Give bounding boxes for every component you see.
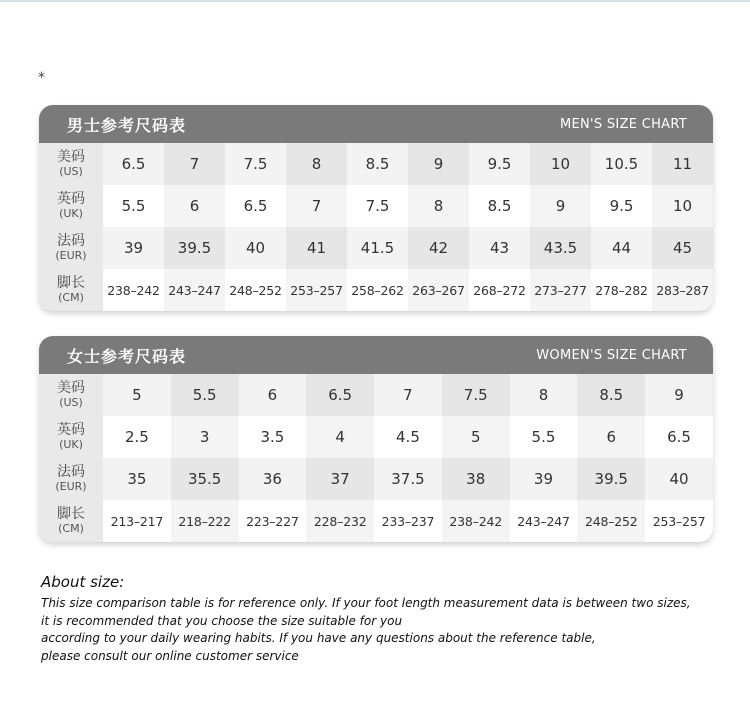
size-row [39,185,713,227]
womens-chart-header [39,336,713,374]
size-cell: 5 [442,416,510,458]
size-cell: 42 [408,227,469,269]
size-cell: 38 [442,458,510,500]
size-cell: 41 [286,227,347,269]
size-cell: 37.5 [374,458,442,500]
womens-chart-title-en: WOMEN'S SIZE CHART [536,347,687,363]
row-header-unit: (UK) [59,206,83,220]
size-cell: 39.5 [164,227,225,269]
size-cell: 8 [286,143,347,185]
size-cell: 35.5 [171,458,239,500]
size-cell: 9 [645,374,713,416]
size-cell: 228–232 [306,500,374,542]
size-row [39,500,713,542]
size-cell: 9.5 [469,143,530,185]
mens-chart-title-en: MEN'S SIZE CHART [559,116,687,132]
size-cell: 238–242 [442,500,510,542]
size-cell: 4 [306,416,374,458]
size-cell: 263–267 [408,269,469,311]
size-cell: 258–262 [347,269,408,311]
size-cell: 8.5 [347,143,408,185]
size-cell: 8 [408,185,469,227]
row-header [39,374,103,416]
size-cell: 39 [103,227,164,269]
size-cell: 3 [171,416,239,458]
size-cell: 5.5 [171,374,239,416]
size-cell: 5.5 [510,416,578,458]
size-cell: 39.5 [577,458,645,500]
row-header [39,185,103,227]
row-header [39,416,103,458]
size-cell: 243–247 [164,269,225,311]
size-cell: 233–237 [374,500,442,542]
row-header-label: 法码 [57,232,85,249]
row-header-unit: (CM) [58,290,84,304]
row-header [39,143,103,185]
row-header-unit: (UK) [59,437,83,451]
size-row [39,458,713,500]
size-cell: 37 [306,458,374,500]
size-cell: 5.5 [103,185,164,227]
size-cell: 6 [164,185,225,227]
womens-size-table [39,374,713,542]
size-cell: 3.5 [239,416,307,458]
size-cell: 6.5 [306,374,374,416]
about-size-section [41,573,701,665]
size-cell: 7 [164,143,225,185]
size-row [39,374,713,416]
size-cell: 7 [374,374,442,416]
row-header-label: 脚长 [57,274,85,291]
size-cell: 11 [652,143,713,185]
size-cell: 248–252 [577,500,645,542]
size-cell: 39 [510,458,578,500]
row-header-label: 英码 [57,421,85,438]
row-header-unit: (EUR) [55,248,87,262]
asterisk-mark: * [38,70,45,86]
womens-size-chart [39,336,713,542]
size-cell: 8.5 [577,374,645,416]
size-cell: 10.5 [591,143,652,185]
size-cell: 283–287 [652,269,713,311]
size-cell: 36 [239,458,307,500]
mens-size-chart [39,105,713,311]
row-header [39,227,103,269]
size-cell: 43 [469,227,530,269]
size-cell: 273–277 [530,269,591,311]
size-row [39,416,713,458]
size-cell: 40 [225,227,286,269]
size-cell: 223–227 [239,500,307,542]
about-size-title: About size: [41,573,125,591]
row-header-unit: (US) [59,395,83,409]
about-size-line: it is recommended that you choose the size suitable for you [41,613,403,628]
about-size-line: This size comparison table is for reference only. If your foot length measurement data is between two sizes, [41,596,691,610]
size-cell: 44 [591,227,652,269]
about-size-line: please consult our online customer service [41,648,299,663]
size-cell: 35 [103,458,171,500]
size-cell: 6.5 [645,416,713,458]
size-cell: 45 [652,227,713,269]
size-cell: 9.5 [591,185,652,227]
about-size-line: according to your daily wearing habits. If you have any questions about the reference table, [41,631,596,645]
size-cell: 218–222 [171,500,239,542]
row-header-unit: (EUR) [55,479,87,493]
size-cell: 253–257 [286,269,347,311]
row-header-label: 美码 [57,379,85,396]
size-cell: 41.5 [347,227,408,269]
size-cell: 243–247 [510,500,578,542]
size-cell: 9 [408,143,469,185]
size-cell: 9 [530,185,591,227]
row-header-unit: (US) [59,164,83,178]
size-cell: 10 [530,143,591,185]
size-cell: 4.5 [374,416,442,458]
size-cell: 213–217 [103,500,171,542]
row-header-label: 美码 [57,148,85,165]
size-cell: 278–282 [591,269,652,311]
row-header [39,458,103,500]
mens-size-table [39,143,713,311]
row-header-unit: (CM) [58,521,84,535]
size-cell: 7.5 [225,143,286,185]
row-header [39,500,103,542]
size-cell: 6.5 [225,185,286,227]
size-cell: 8.5 [469,185,530,227]
mens-chart-header [39,105,713,143]
size-cell: 6.5 [103,143,164,185]
size-row [39,269,713,311]
size-cell: 43.5 [530,227,591,269]
row-header-label: 脚长 [57,505,85,522]
top-divider [0,0,750,2]
size-cell: 8 [510,374,578,416]
row-header [39,269,103,311]
size-cell: 238–242 [103,269,164,311]
size-cell: 7 [286,185,347,227]
size-cell: 5 [103,374,171,416]
size-cell: 253–257 [645,500,713,542]
row-header-label: 英码 [57,190,85,207]
size-cell: 40 [645,458,713,500]
size-cell: 6 [577,416,645,458]
mens-chart-title-cn: 男士参考尺码表 [67,115,187,135]
size-cell: 268–272 [469,269,530,311]
row-header-label: 法码 [57,463,85,480]
size-cell: 7.5 [442,374,510,416]
size-cell: 7.5 [347,185,408,227]
size-cell: 10 [652,185,713,227]
size-cell: 6 [239,374,307,416]
size-row [39,143,713,185]
womens-chart-title-cn: 女士参考尺码表 [67,346,187,366]
size-row [39,227,713,269]
size-cell: 248–252 [225,269,286,311]
size-cell: 2.5 [103,416,171,458]
